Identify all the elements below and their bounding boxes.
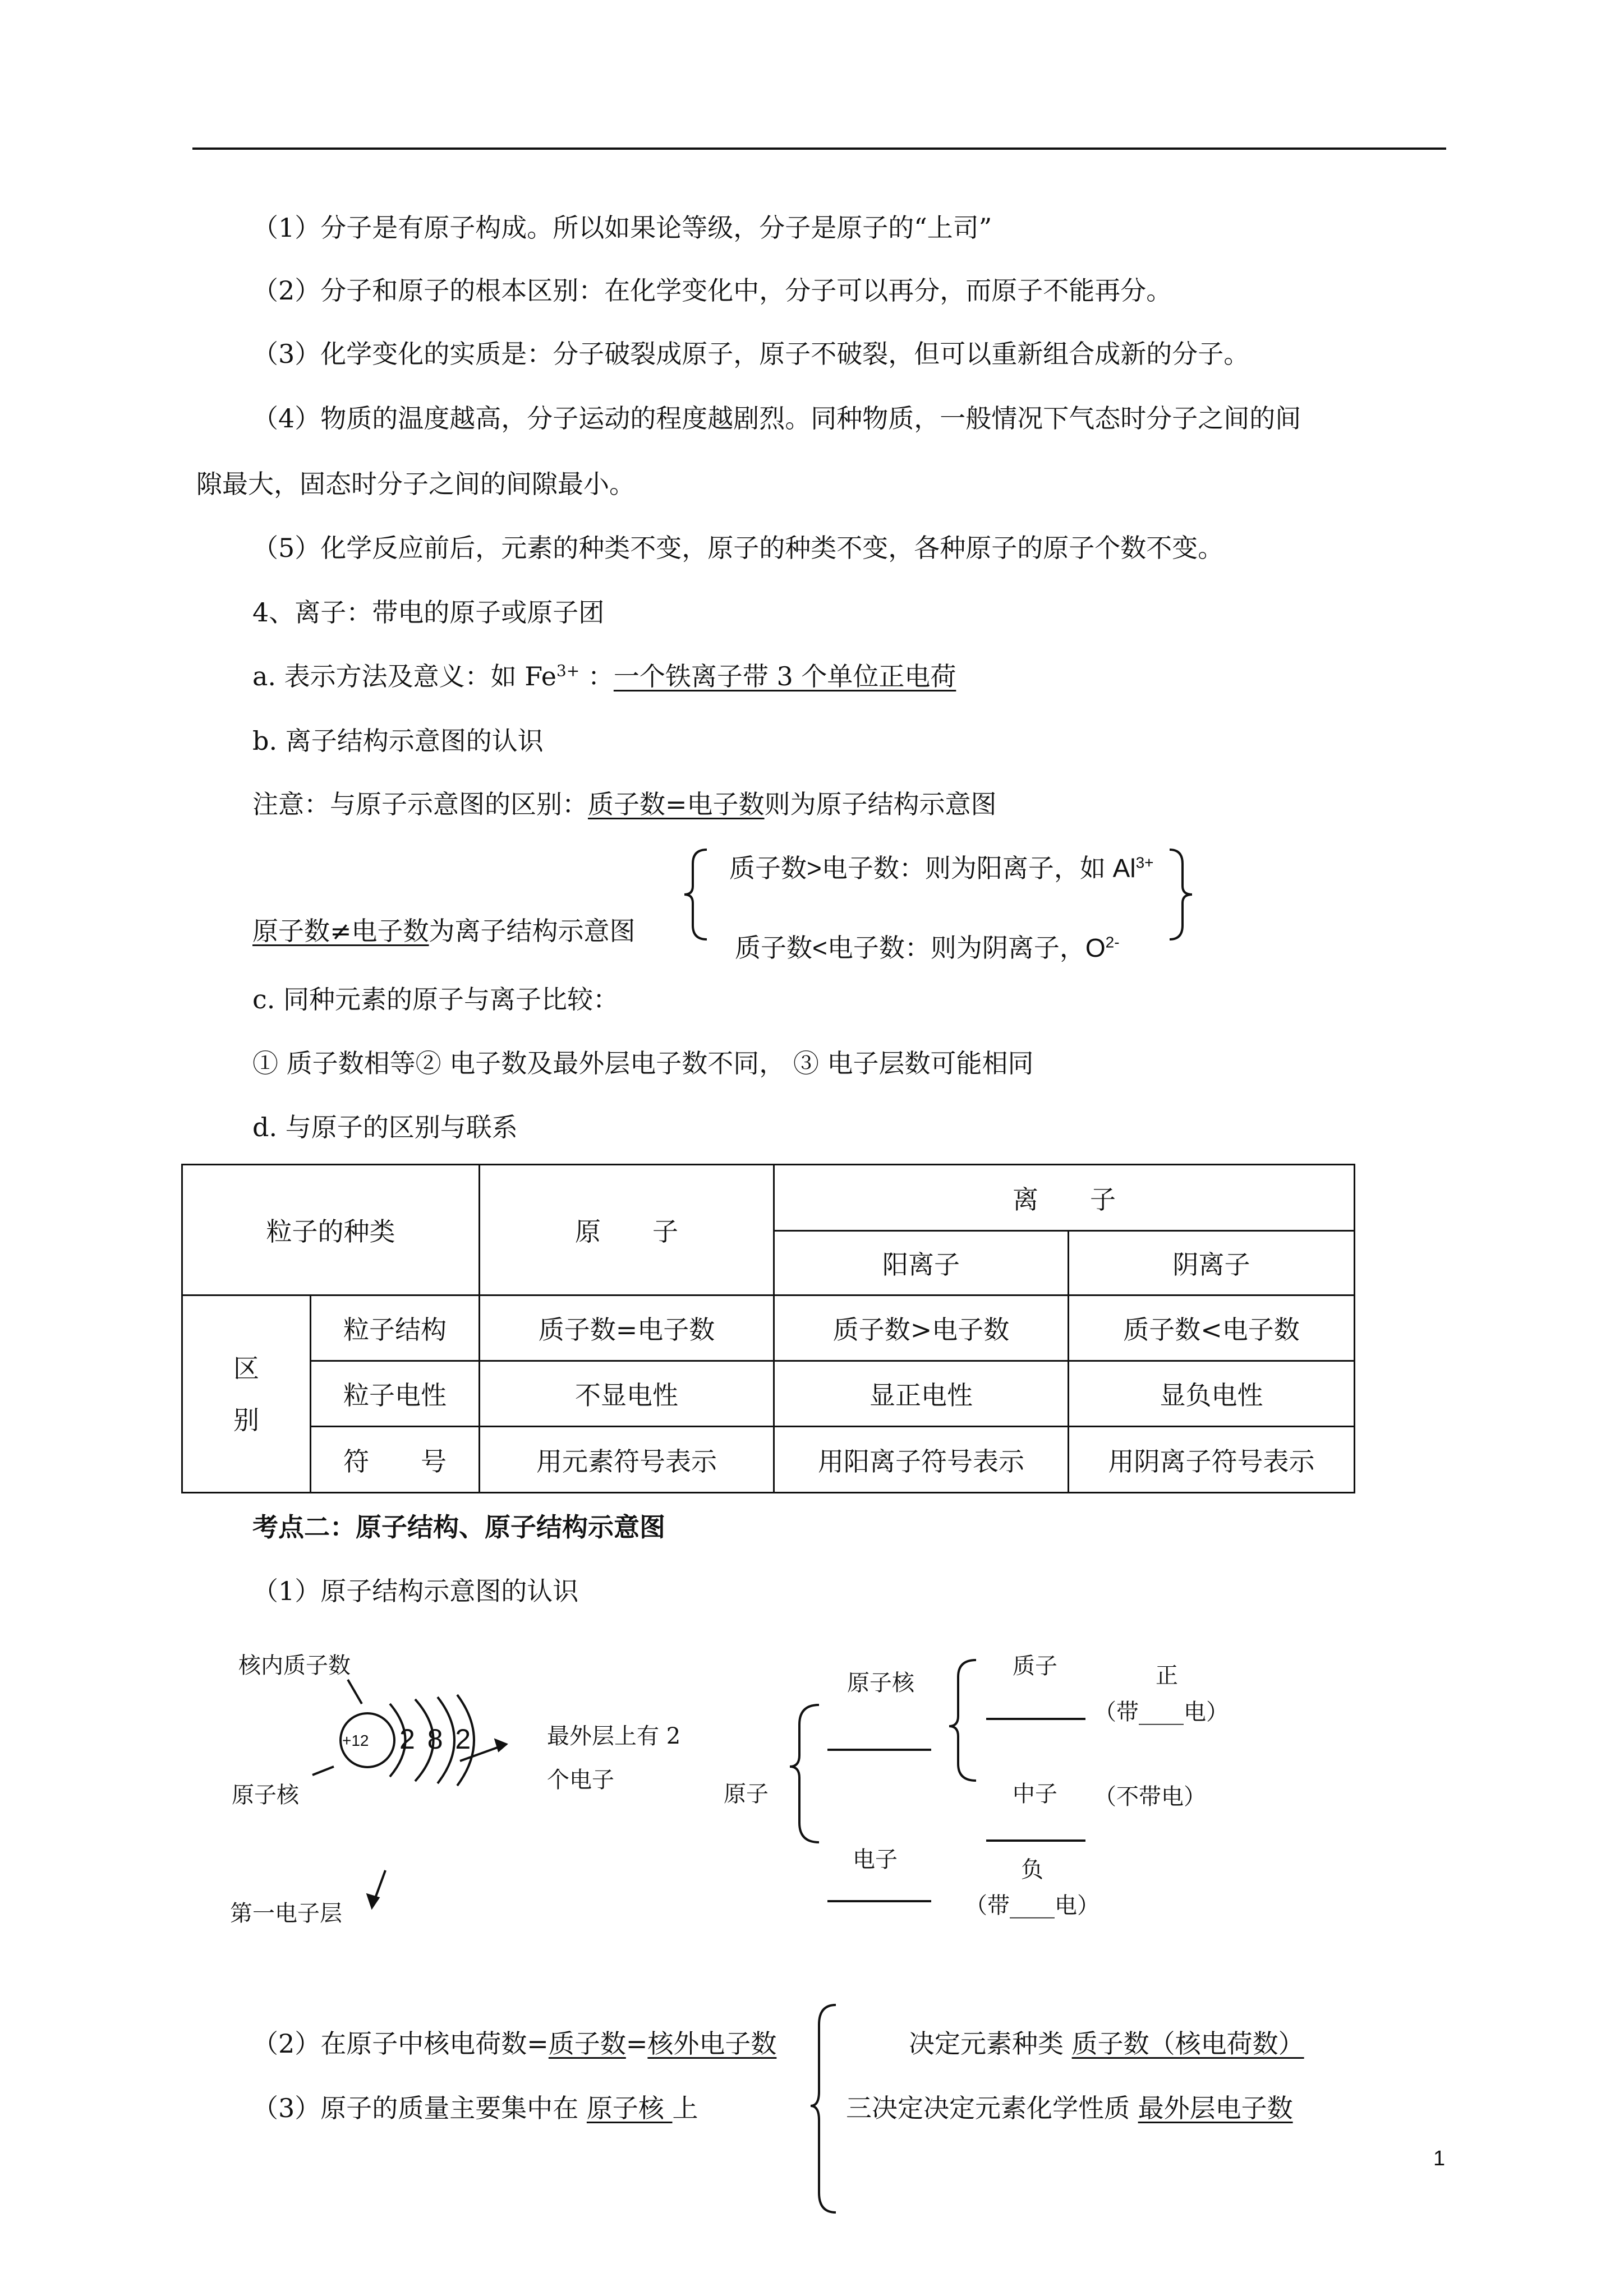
outer-shell-note-a: 最外层上有 2 [547, 1723, 681, 1749]
ion-diagram-rule [252, 914, 636, 948]
tree-proton-charge: （带____电） [1094, 1699, 1229, 1725]
ion-diagram-suffix: 为离子结构示意图 [429, 916, 636, 946]
row-group-label-b: 别 [233, 1404, 259, 1435]
decide-brace [808, 2002, 841, 2215]
ion-title: 4、离子：带电的原子或原子团 [252, 597, 605, 628]
anion-rule [735, 931, 1120, 965]
difference-title: d. 与原子的区别与联系 [252, 1112, 518, 1142]
mass-line-prefix: （3）原子的质量主要集中在 [252, 2093, 587, 2123]
o-charge: 2- [1105, 933, 1120, 951]
head-ion: 离 子 [774, 1165, 1355, 1231]
mass-line-suffix: 上 [672, 2093, 698, 2123]
head-atom: 原 子 [480, 1165, 774, 1295]
cation-rule [729, 851, 1154, 885]
head-cation: 阳离子 [774, 1231, 1069, 1295]
section-title: 考点二：原子结构、原子结构示意图 [252, 1512, 665, 1542]
table-cell: 用元素符号表示 [480, 1427, 774, 1493]
decide-element-type-prefix: 决定元素种类 [909, 2028, 1072, 2059]
tree-neutron-charge: （不带电） [1094, 1784, 1206, 1810]
nucleus-label: 原子核 [232, 1782, 299, 1808]
charge-equation-u2: 核外电子数 [647, 2028, 777, 2059]
al-charge: 3+ [1135, 854, 1154, 872]
fe-charge: 3+ [556, 661, 580, 680]
shell-electrons: 2 8 2 [399, 1723, 473, 1755]
row-group-label [182, 1295, 311, 1493]
ion-diagram-underlined: 原子数≠电子数 [252, 916, 429, 946]
comparison-table [181, 1164, 1355, 1493]
decide-chemical-property [846, 2091, 1293, 2125]
ion-representation-sep: ： [579, 661, 614, 691]
compare-title: c. 同种元素的原子与离子比较： [252, 984, 619, 1015]
head-kind: 粒子的种类 [182, 1165, 480, 1295]
statement-4a: （4）物质的温度越高，分子运动的程度越剧烈。同种物质，一般情况下气态时分子之间的间 [252, 403, 1301, 434]
tree-root: 原子 [724, 1781, 769, 1807]
tree-electron-charge: （带____电） [965, 1893, 1099, 1919]
table-cell: 显负电性 [1069, 1361, 1355, 1427]
outer-shell-note-b: 个电子 [547, 1767, 614, 1793]
statement-5: （5）化学反应前后，元素的种类不变，原子的种类不变，各种原子的原子个数不变。 [252, 533, 1224, 563]
charge-equation-u1: 质子数 [548, 2028, 626, 2059]
note-line [252, 787, 997, 821]
table-cell: 质子数<电子数 [1069, 1295, 1355, 1361]
charge-equation-eq: = [625, 2028, 648, 2059]
compare-line: ① 质子数相等② 电子数及最外层电子数不同， ③ 电子层数可能相同 [252, 1048, 1034, 1078]
tree-neutron: 中子 [1013, 1781, 1057, 1807]
table-cell: 用阴离子符号表示 [1069, 1427, 1355, 1493]
mass-line [252, 2091, 698, 2125]
decide-element-type-u: 质子数（核电荷数） [1071, 2028, 1304, 2059]
note-suffix: 则为原子结构示意图 [764, 789, 997, 819]
table-cell: 用阳离子符号表示 [774, 1427, 1069, 1493]
table-row-label: 符 号 [311, 1427, 480, 1493]
statement-1: （1）分子是有原子构成。所以如果论等级，分子是原子的“上司” [252, 213, 992, 243]
ion-representation-prefix: a. 表示方法及意义：如 Fe [252, 661, 556, 691]
first-shell-label: 第一电子层 [230, 1901, 342, 1926]
cation-rule-b: ：则为阳离子，如 Al [899, 854, 1136, 883]
table-cell: 质子数=电子数 [480, 1295, 774, 1361]
statement-3: （3）化学变化的实质是：分子破裂成原子，原子不破裂，但可以重新组合成新的分子。 [252, 339, 1250, 369]
decide-chemical-property-u: 最外层电子数 [1138, 2093, 1293, 2123]
head-anion: 阴离子 [1069, 1231, 1355, 1295]
nucleus-charge: +12 [342, 1732, 369, 1749]
table-row-label: 粒子结构 [311, 1295, 480, 1361]
charge-equation [252, 2027, 776, 2060]
ion-brace-left [682, 847, 715, 942]
tree-electron: 电子 [853, 1847, 898, 1873]
decide-element-type [909, 2027, 1304, 2060]
statement-4b: 隙最大，固态时分子之间的间隙最小。 [196, 469, 635, 499]
page-number: 1 [1433, 2147, 1446, 2170]
charge-equation-prefix: （2）在原子中核电荷数= [252, 2028, 549, 2059]
decide-chemical-property-prefix: 三决定决定元素化学性质 [846, 2093, 1138, 2123]
table-cell: 质子数>电子数 [774, 1295, 1069, 1361]
tree-proton-charge-word: 正 [1156, 1663, 1178, 1689]
ion-representation-answer: 一个铁离子带 3 个单位正电荷 [613, 661, 956, 691]
tree-electron-charge-word: 负 [1021, 1857, 1043, 1883]
table-cell: 不显电性 [480, 1361, 774, 1427]
anion-rule-b: ：则为阴离子，O [904, 933, 1106, 962]
ion-structure-line: b. 离子结构示意图的认识 [252, 726, 544, 756]
header-rule [192, 147, 1446, 150]
mass-line-u: 原子核 [586, 2093, 673, 2123]
ion-representation [252, 660, 956, 693]
tree-nucleus: 原子核 [847, 1670, 914, 1696]
table-cell: 显正电性 [774, 1361, 1069, 1427]
nuclear-protons-label: 核内质子数 [238, 1653, 351, 1679]
section-item-1: （1）原子结构示意图的认识 [252, 1576, 579, 1606]
note-prefix: 注意：与原子示意图的区别： [252, 789, 588, 819]
row-group-label-a: 区 [233, 1353, 259, 1384]
cation-rule-a: 质子数>电子数 [729, 854, 899, 883]
table-row-label: 粒子电性 [311, 1361, 480, 1427]
ion-brace-right [1167, 847, 1195, 942]
statement-2: （2）分子和原子的根本区别：在化学变化中，分子可以再分，而原子不能再分。 [252, 275, 1172, 306]
tree-proton: 质子 [1013, 1653, 1057, 1679]
anion-rule-a: 质子数<电子数 [735, 933, 905, 962]
note-underlined: 质子数=电子数 [588, 789, 765, 819]
